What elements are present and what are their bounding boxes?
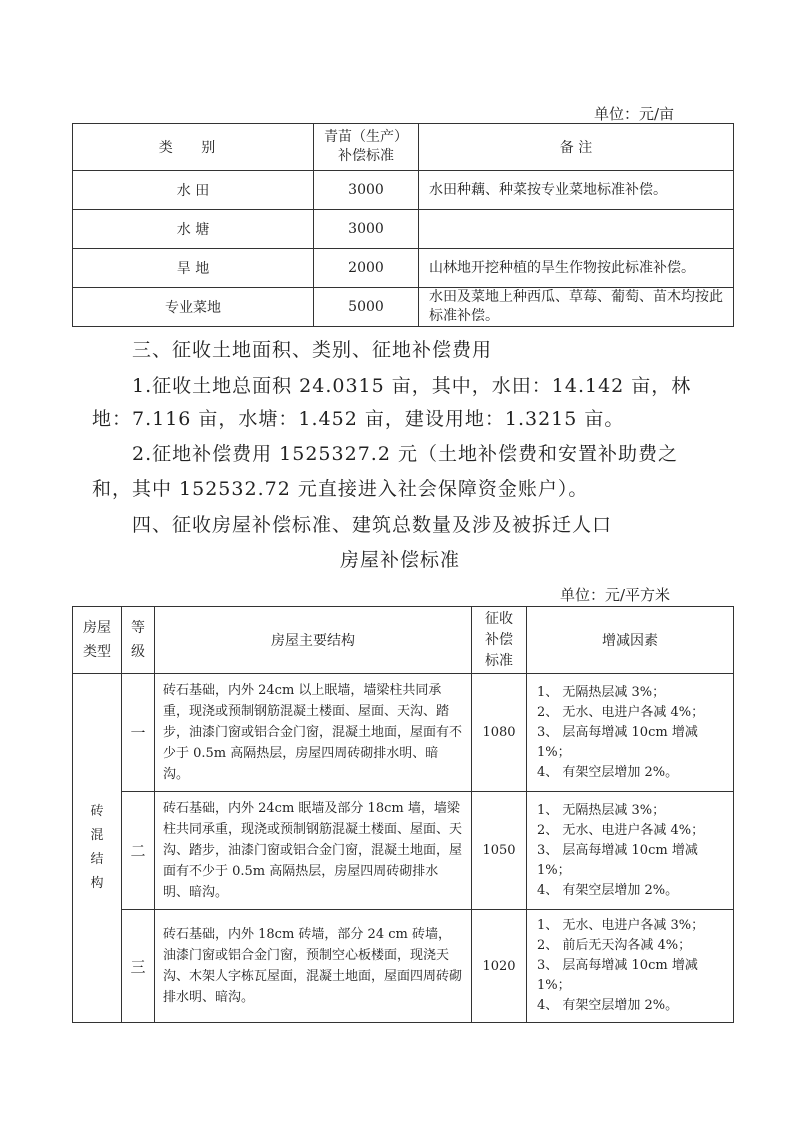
factors-cell [527, 792, 734, 910]
header-standard: 青苗（生产）补偿标准 [314, 124, 419, 171]
header-factors: 增减因素 [527, 607, 734, 674]
table-row [73, 674, 734, 792]
factor-item: 2、 无水、电进户各减 4%； [537, 704, 705, 720]
grade-cell: 二 [122, 792, 155, 910]
section3-paragraph1-line2: 地：7.116 亩，水塘：1.452 亩，建设用地：1.3215 亩。 [92, 408, 625, 430]
factors-cell [527, 674, 734, 792]
header-grade [122, 607, 155, 674]
factor-item: 4、 有架空层增加 2%。 [537, 882, 679, 898]
header-compensation-text: 征收补偿标准 [485, 610, 513, 669]
structure-cell: 砖石基础，内外 24cm 以上眠墙，墙梁柱共同承重，现浇或预制钢筋混凝土楼面、屋面、天沟、踏步，油漆门窗或铝合金门窗，混凝土地面，屋面有不少于 0.5m 高隔热层，房屋四周砖砌排水明、暗沟。 [155, 674, 472, 792]
table-header-row [73, 607, 734, 674]
header-note: 备 注 [419, 124, 734, 171]
house-type-text: 砖混结构 [90, 804, 104, 891]
note-cell: 山林地开挖种植的旱生作物按此标准补偿。 [419, 249, 734, 288]
factor-item: 3、 层高每增减 10cm 增减 1%； [537, 958, 698, 993]
standard-cell: 5000 [314, 288, 419, 327]
header-grade-text: 等级 [131, 620, 145, 660]
grade-cell: 三 [122, 910, 155, 1023]
table-row [73, 288, 734, 327]
category-cell: 水 塘 [73, 210, 314, 249]
section3-paragraph1-line1: 1.征收土地总面积 24.0315 亩，其中，水田：14.142 亩，林 [132, 375, 692, 397]
header-house-type [73, 607, 122, 674]
factor-item: 1、 无隔热层减 3%； [537, 802, 666, 818]
standard-cell: 3000 [314, 171, 419, 210]
category-cell: 水 田 [73, 171, 314, 210]
grade-cell: 一 [122, 674, 155, 792]
factor-item: 1、 无水、电进户各减 3%； [537, 918, 705, 933]
factor-item: 2、 前后无天沟各减 4%； [537, 938, 692, 953]
factor-item: 4、 有架空层增加 2%。 [537, 998, 679, 1013]
structure-cell: 砖石基础，内外 24cm 眠墙及部分 18cm 墙，墙梁柱共同承重，现浇或预制钢筋混凝土楼面、屋面、天沟、踏步，油漆门窗或铝合金门窗，混凝土地面，屋面有不少于 0.5m 高隔热层，房屋四周砖砌排水明、暗沟。 [155, 792, 472, 910]
table-row [73, 792, 734, 910]
table-header-row [73, 124, 734, 171]
header-category: 类 别 [73, 124, 314, 171]
factor-item: 3、 层高每增减 10cm 增减 1%； [537, 842, 698, 878]
note-cell: 水田及菜地上种西瓜、草莓、葡萄、苗木均按此标准补偿。 [419, 288, 734, 327]
house-table-title: 房屋补偿标准 [339, 549, 460, 571]
compensation-cell: 1050 [472, 792, 527, 910]
standard-cell: 2000 [314, 249, 419, 288]
section3-heading: 三、征收土地面积、类别、征地补偿费用 [132, 339, 493, 361]
structure-cell: 砖石基础，内外 18cm 砖墙，部分 24 cm 砖墙，油漆门窗或铝合金门窗，预制空心板楼面，现浇天沟、木架人字栋瓦屋面，混凝土地面，屋面四周砖砌排水明、暗沟。 [155, 910, 472, 1023]
house-table-unit: 单位：元/平方米 [560, 586, 671, 604]
table-row [73, 249, 734, 288]
standard-cell: 3000 [314, 210, 419, 249]
factor-item: 1、 无隔热层减 3%； [537, 684, 666, 700]
header-compensation [472, 607, 527, 674]
crop-compensation-table [72, 123, 734, 327]
header-house-type-text: 房屋类型 [83, 620, 111, 660]
table-row [73, 171, 734, 210]
section3-paragraph2-line2: 和，其中 152532.72 元直接进入社会保障资金账户）。 [92, 478, 589, 500]
header-structure: 房屋主要结构 [155, 607, 472, 674]
factors-cell [527, 910, 734, 1023]
compensation-cell: 1080 [472, 674, 527, 792]
category-cell: 旱 地 [73, 249, 314, 288]
house-compensation-table [72, 606, 734, 1023]
crop-table-unit: 单位：元/亩 [594, 105, 675, 123]
factor-item: 4、 有架空层增加 2%。 [537, 764, 679, 780]
compensation-cell: 1020 [472, 910, 527, 1023]
section3-paragraph2-line1: 2.征地补偿费用 1525327.2 元（土地补偿费和安置补助费之 [132, 443, 678, 465]
house-type-cell [73, 674, 122, 1023]
table-row [73, 910, 734, 1023]
table-row [73, 210, 734, 249]
category-cell: 专业菜地 [73, 288, 314, 327]
section4-heading: 四、征收房屋补偿标准、建筑总数量及涉及被拆迁人口 [132, 514, 613, 536]
factor-item: 3、 层高每增减 10cm 增减 1%； [537, 724, 698, 760]
note-cell [419, 210, 734, 249]
note-cell: 水田种藕、种菜按专业菜地标准补偿。 [419, 171, 734, 210]
factor-item: 2、 无水、电进户各减 4%； [537, 822, 705, 838]
